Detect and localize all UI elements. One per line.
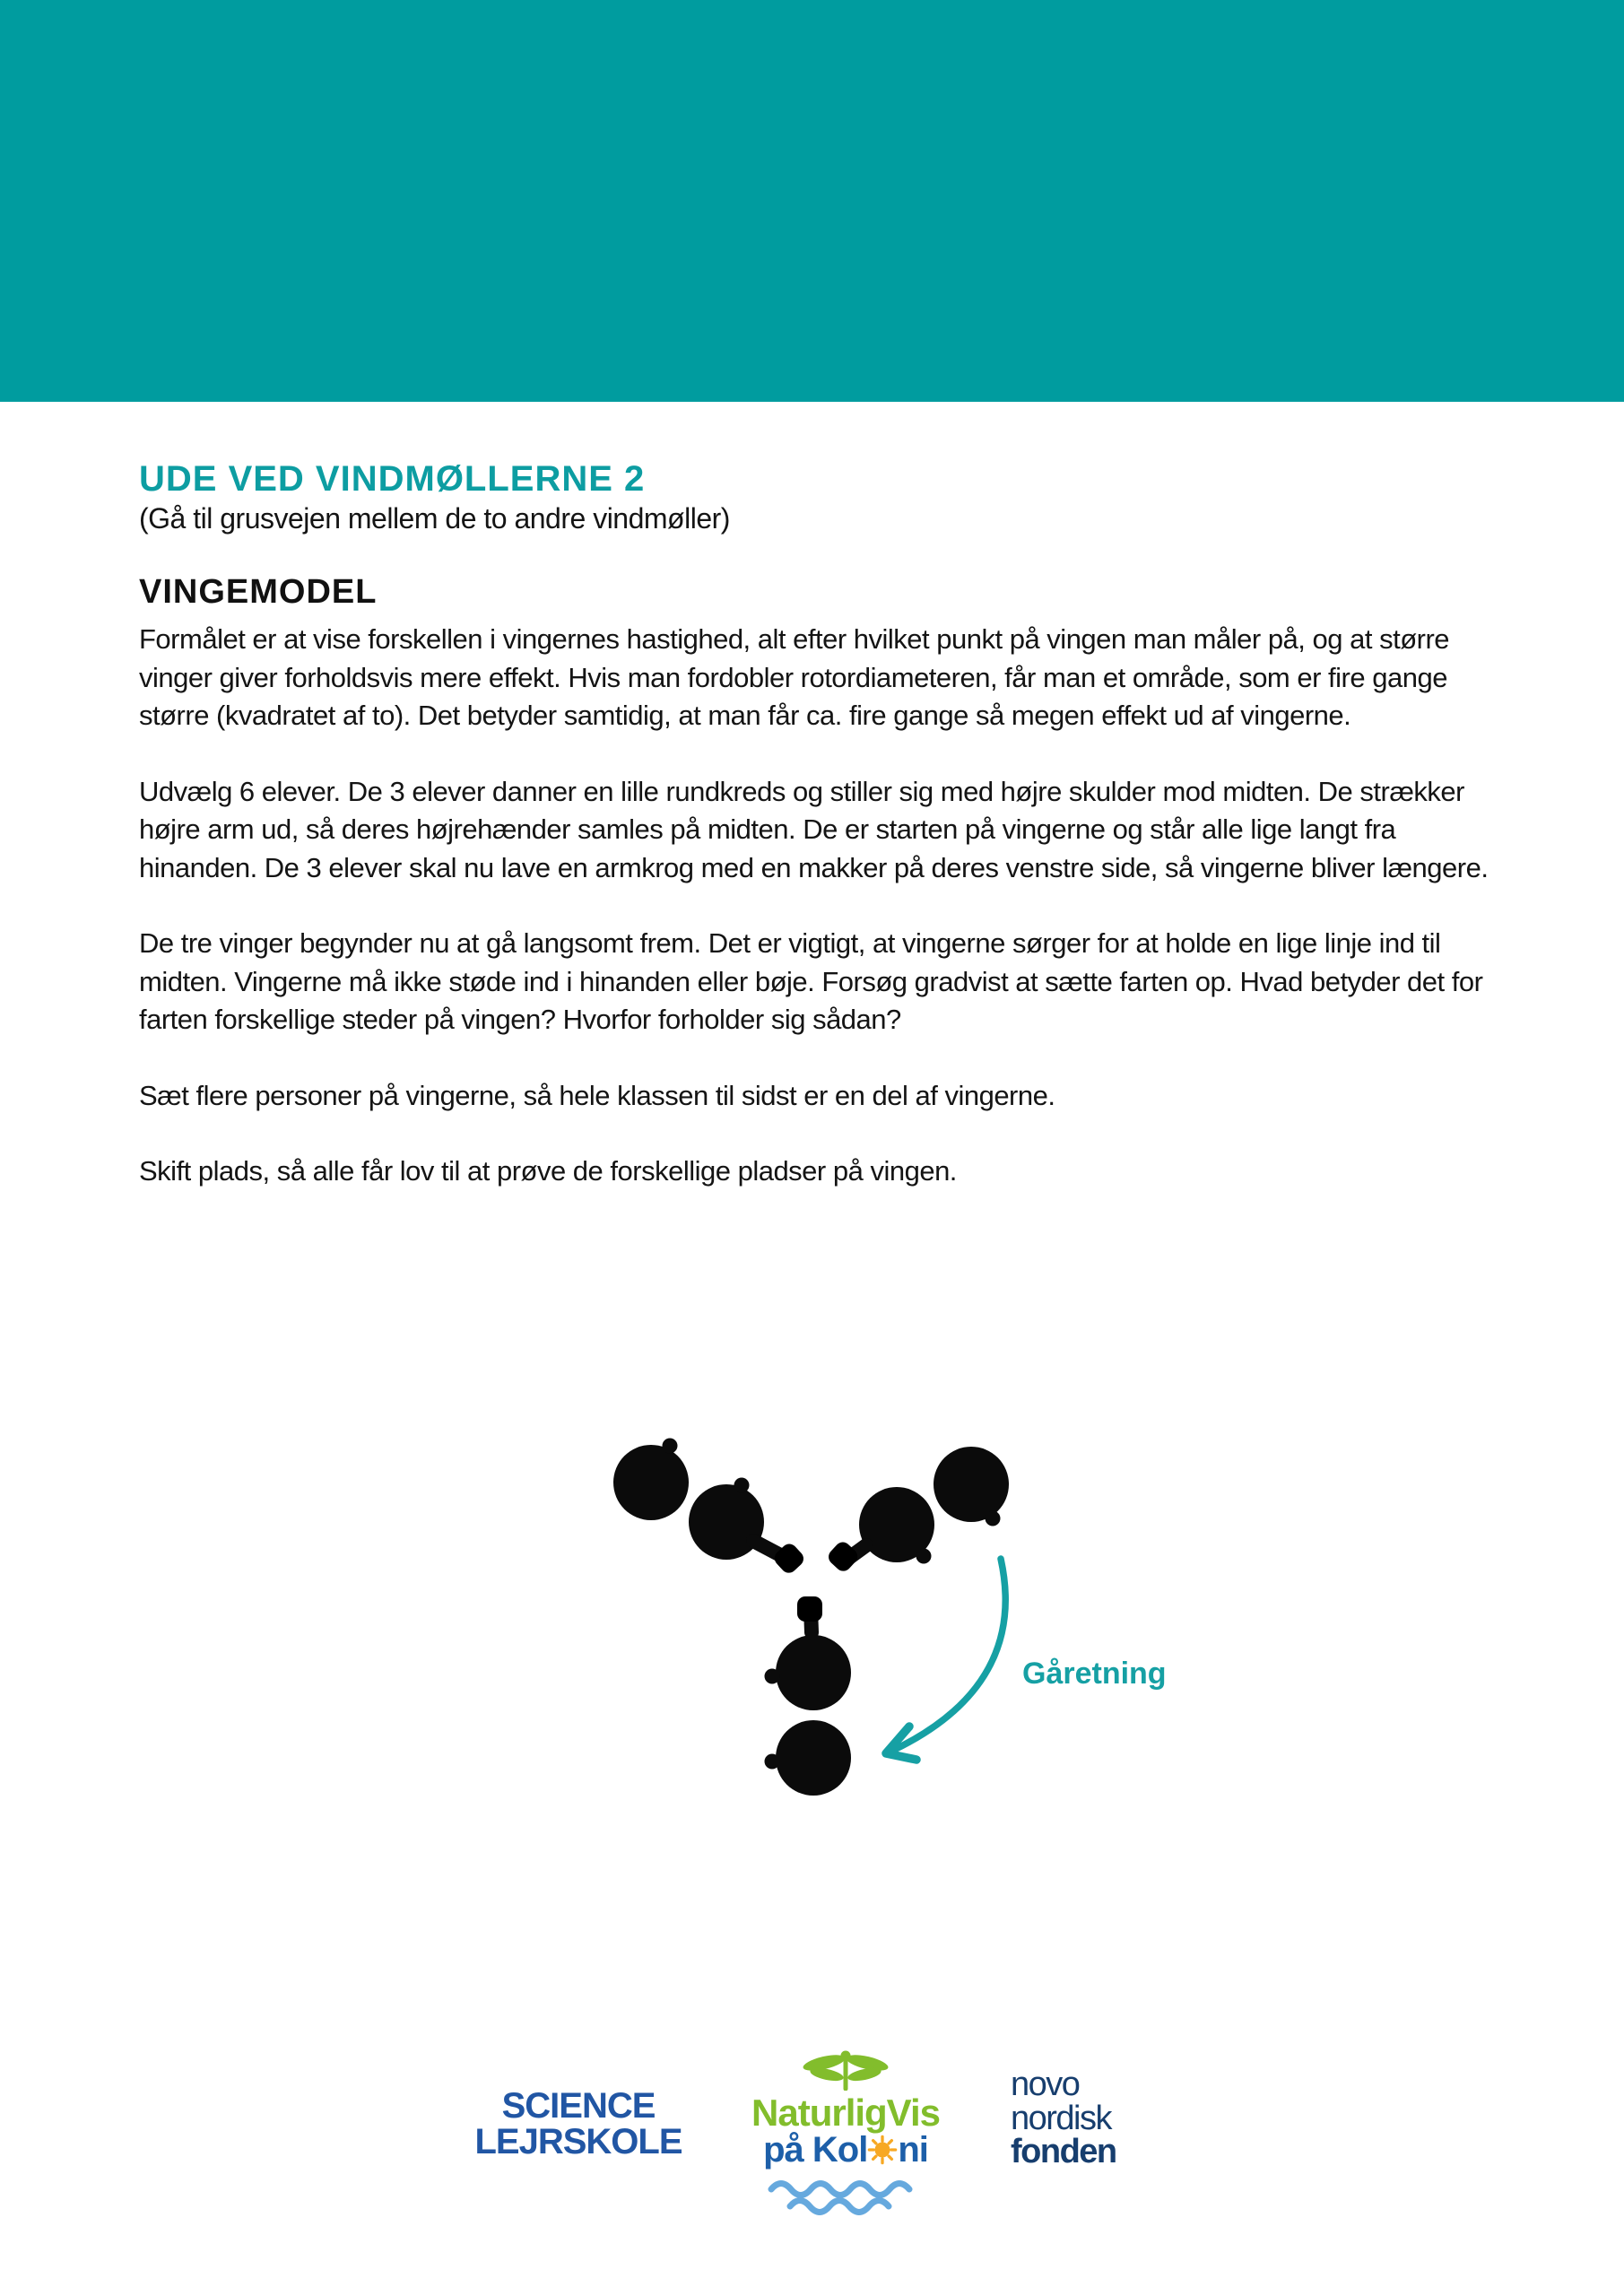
- novo-nordisk-logo: [1011, 2068, 1208, 2170]
- garetning-label: Gåretning: [1022, 1657, 1167, 1691]
- nose-icon: [986, 1511, 1001, 1526]
- waves-icon: [767, 2176, 925, 2217]
- science-lejrskole-line1: SCIENCE: [501, 2086, 656, 2126]
- content-area: [139, 459, 1502, 1229]
- nose-icon: [765, 1754, 780, 1770]
- head: [613, 1445, 689, 1520]
- dragonfly-icon: [796, 2048, 895, 2091]
- head: [776, 1635, 851, 1710]
- nose-icon: [663, 1439, 678, 1454]
- naturligvis-name: NaturligVis: [751, 2092, 940, 2134]
- sun-icon: [867, 2135, 898, 2165]
- page-title: UDE VED VINDMØLLERNE 2: [139, 459, 646, 499]
- head: [776, 1720, 851, 1796]
- head: [934, 1447, 1009, 1522]
- page-subtitle: (Gå til grusvejen mellem de to andre vindmøller): [139, 502, 730, 535]
- nose-icon: [765, 1669, 780, 1684]
- novo-line2: nordisk: [1011, 2099, 1111, 2137]
- paragraph-1: Formålet er at vise forskellen i vingernes hastighed, alt efter hvilket punkt på vingen man måler på, og at større vinger giver forholdsvis mere effekt. Hvis man fordobler rotordiameteren, får man et område, som er fire gange større (kvadratet af to). Det betyder samtidig, at man får ca. fire gange så megen effekt ud af vingerne.: [139, 623, 1450, 731]
- paragraph-2: Udvælg 6 elever. De 3 elever danner en lille rundkreds og stiller sig med højre skulder mod midten. De strækker højre arm ud, så deres højrehænder samles på midten. De er starten på vingerne og står alle lige langt fra hinanden. De 3 elever skal nu lave en armkrog med en makker på deres venstre side, så vingerne bliver længere.: [139, 775, 1489, 883]
- person-figure-3: [813, 1487, 934, 1587]
- novo-line1: novo: [1011, 2066, 1080, 2103]
- naturligvis-logo: [729, 2048, 962, 2222]
- science-lejrskole-line2: LEJRSKOLE: [474, 2122, 682, 2161]
- science-lejrskole-logo: [462, 2088, 695, 2160]
- person-figure-6: [765, 1720, 852, 1796]
- paragraph-3: De tre vinger begynder nu at gå langsomt frem. Det er vigtigt, at vingerne sørger for at holde en lige linje ind til midten. Vingerne må ikke støde ind i hinanden eller bøje. Forsøg gradvist at sætte farten op. Hvad betyder det for farten forskellige steder på vingen? Hvorfor forholder sig sådan?: [139, 927, 1483, 1035]
- wing-model-illustration: [538, 1417, 1238, 1866]
- section-heading: VINGEMODEL: [139, 573, 378, 611]
- walking-direction-arrow: [892, 1559, 1005, 1751]
- person-figure-2: [689, 1478, 819, 1589]
- paragraph-5: Skift plads, så alle får lov til at prøve de forskellige pladser på vingen.: [139, 1155, 957, 1187]
- naturligvis-tagline: på Kol ni: [763, 2130, 928, 2170]
- person-figure-4: [934, 1447, 1009, 1526]
- nose-icon: [916, 1549, 932, 1564]
- novo-line3: fonden: [1011, 2133, 1116, 2170]
- hand-icon: [797, 1579, 822, 1622]
- nose-icon: [734, 1478, 750, 1493]
- person-figure-1: [613, 1439, 689, 1521]
- paragraph-4: Sæt flere personer på vingerne, så hele klassen til sidst er en del af vingerne.: [139, 1079, 1055, 1111]
- person-figure-5: [765, 1579, 852, 1710]
- header-band: [0, 0, 1624, 402]
